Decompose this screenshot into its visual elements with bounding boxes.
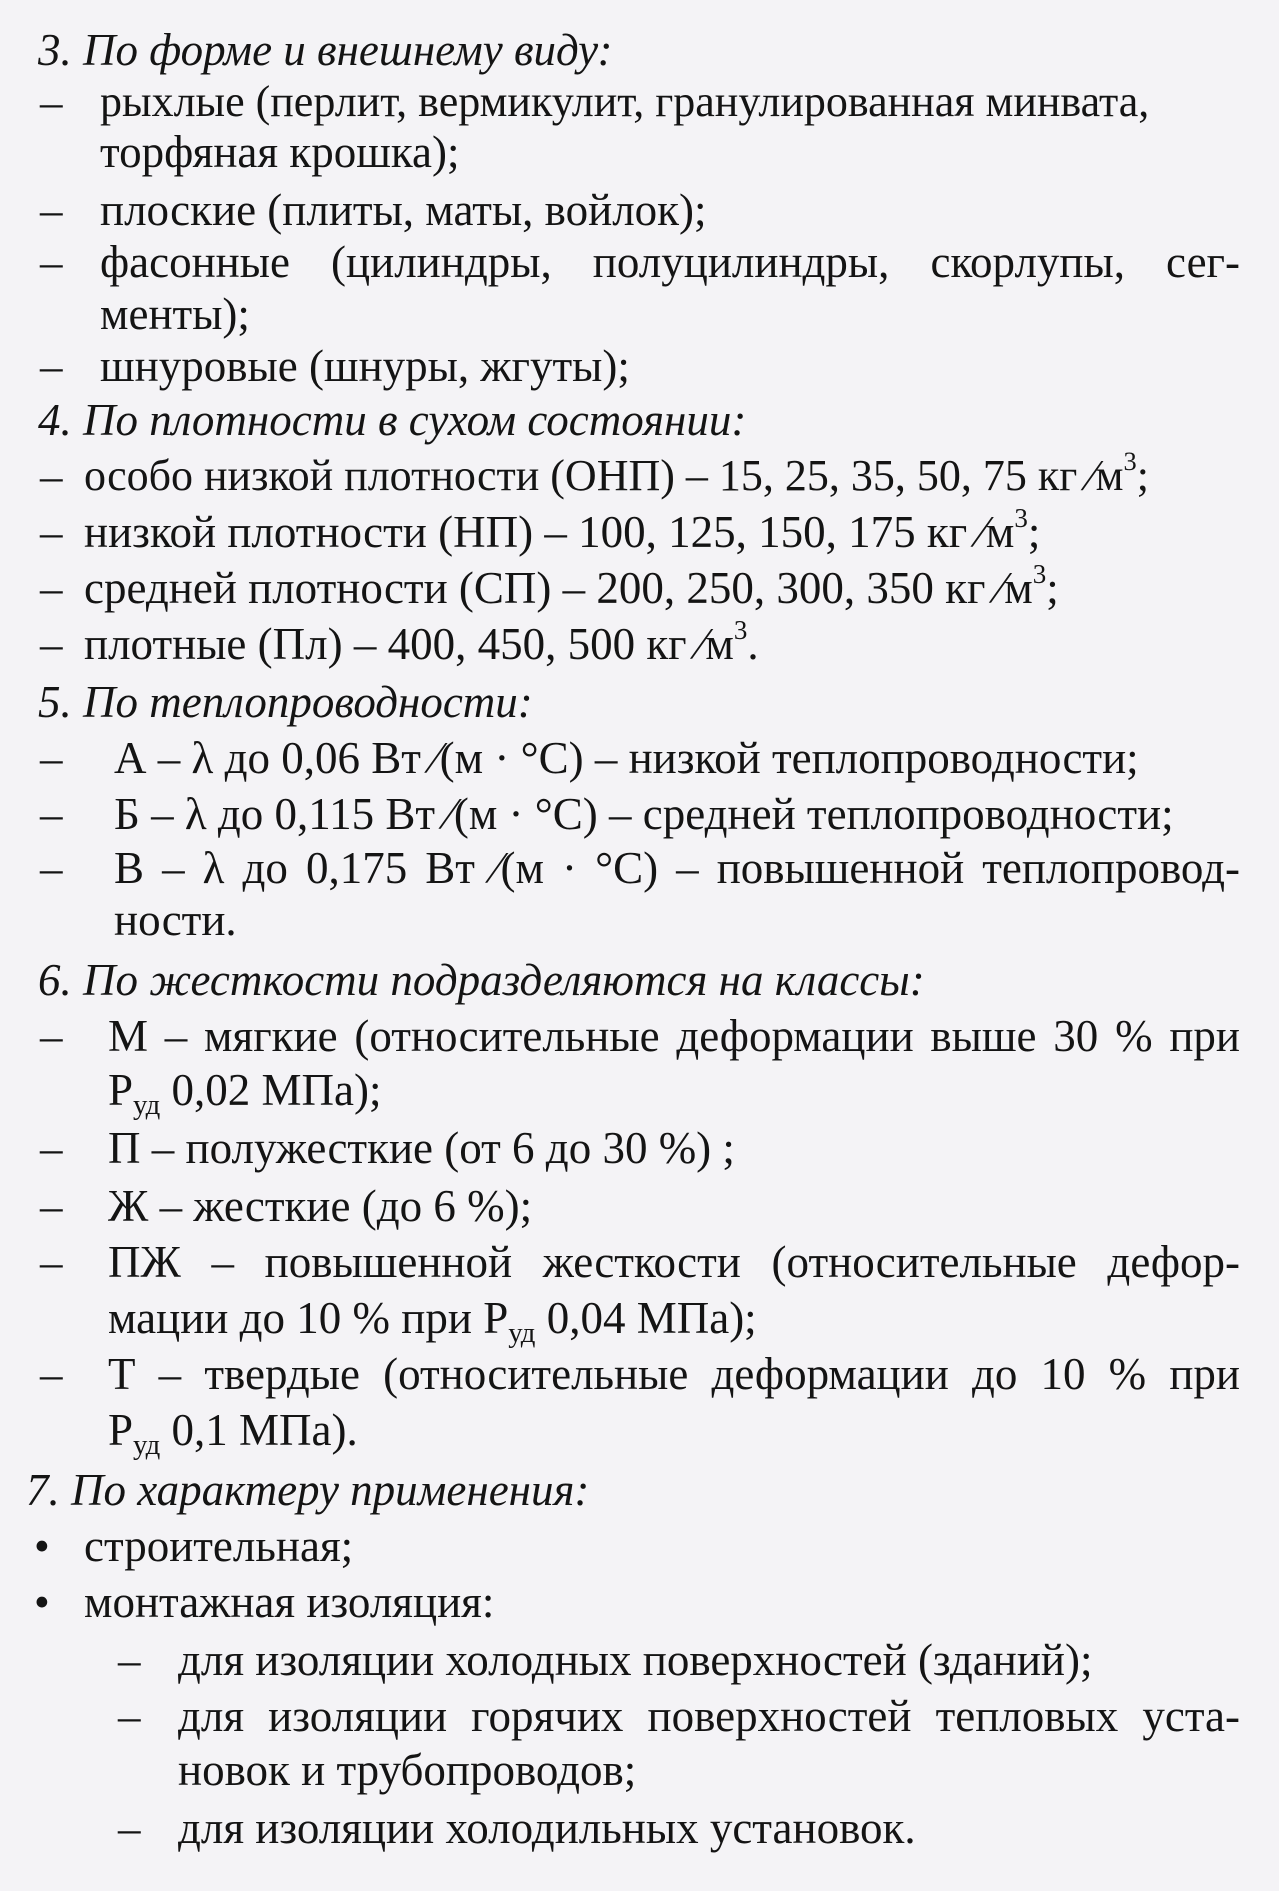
list-marker: – (40, 507, 63, 557)
list-marker: – (118, 1803, 141, 1853)
list-item: В – λ до 0,175 Вт ⁄(м · °С) – повышенной теплопровод- (114, 843, 1240, 893)
list-item: средней плотности (СП) – 200, 250, 300, 350 кг $⁄м^3$; (84, 558, 1059, 613)
list-marker: – (40, 1181, 63, 1231)
section-6-heading: 6. По жесткости подразделяются на классы: (38, 955, 925, 1005)
bullet-item: монтажная изоляция: (84, 1577, 495, 1627)
list-item: рыхлые (перлит, вермикулит, гранулированная минвата, (100, 77, 1150, 126)
list-item: низкой плотности (НП) – 100, 125, 150, 175 кг $⁄м^3$; (84, 502, 1041, 557)
list-marker: – (40, 733, 63, 783)
list-marker: – (40, 843, 63, 893)
bullet-marker: • (34, 1577, 50, 1627)
list-item-continuation: менты); (100, 289, 250, 339)
bullet-item: строительная; (84, 1521, 354, 1571)
list-item: П – полужесткие (от 6 до 30 %) ; (108, 1123, 735, 1173)
list-marker: – (40, 341, 63, 391)
list-item: шнуровые (шнуры, жгуты); (100, 341, 630, 391)
list-item-continuation: мации до 10 % при $Р_{уд}$ 0,04 МПа); (108, 1293, 757, 1350)
list-item: плоские (плиты, маты, войлок); (100, 185, 707, 235)
list-item: особо низкой плотности (ОНП) – 15, 25, 35, 50, 75 кг $⁄м^3$; (84, 446, 1149, 500)
list-item-continuation: новок и трубопроводов; (178, 1745, 637, 1795)
list-marker: – (40, 1011, 63, 1061)
list-marker: – (40, 451, 63, 501)
list-item-continuation: $Р_{уд}$ 0,1 МПа). (108, 1405, 358, 1462)
list-item: ПЖ – повышенной жесткости (относительные дефор- (108, 1237, 1240, 1287)
section-5-heading: 5. По теплопроводности: (38, 677, 533, 727)
bullet-marker: • (34, 1521, 50, 1571)
list-item-continuation: торфяная крошка); (100, 127, 460, 177)
list-marker: – (118, 1691, 141, 1741)
list-marker: – (40, 1349, 63, 1399)
section-3-heading: 3. По форме и внешнему виду: (38, 25, 613, 75)
list-item: Б – λ до 0,115 Вт ⁄(м · °С) – средней теплопроводности; (114, 789, 1174, 839)
list-marker: – (40, 77, 63, 127)
list-item: Т – твердые (относительные деформации до 10 % при (108, 1349, 1240, 1399)
list-marker: – (40, 1123, 63, 1173)
list-item: фасонные (цилиндры, полуцилиндры, скорлупы, сег- (100, 237, 1240, 287)
section-4-heading: 4. По плотности в сухом состоянии: (38, 395, 747, 445)
list-item: А – λ до 0,06 Вт ⁄(м · °С) – низкой теплопроводности; (114, 733, 1139, 783)
list-marker: – (40, 1237, 63, 1287)
list-marker: – (118, 1635, 141, 1685)
list-marker: – (40, 789, 63, 839)
list-item: для изоляции холодных поверхностей (зданий); (178, 1635, 1093, 1685)
section-7-heading: 7. По характеру применения: (26, 1465, 590, 1515)
list-marker: – (40, 619, 63, 669)
list-item: для изоляции холодильных установок. (178, 1803, 916, 1853)
list-item: для изоляции горячих поверхностей тепловых уста- (178, 1691, 1240, 1741)
list-marker: – (40, 185, 63, 235)
list-item: Ж – жесткие (до 6 %); (108, 1181, 533, 1231)
list-item-continuation: $Р_{уд}$ 0,02 МПа); (108, 1065, 382, 1122)
list-item: плотные (Пл) – 400, 450, 500 кг $⁄м^3$. (84, 614, 759, 669)
list-marker: – (40, 237, 63, 287)
list-item-continuation: ности. (114, 895, 237, 945)
list-marker: – (40, 563, 63, 613)
list-item: М – мягкие (относительные деформации выше 30 % при (108, 1011, 1240, 1061)
